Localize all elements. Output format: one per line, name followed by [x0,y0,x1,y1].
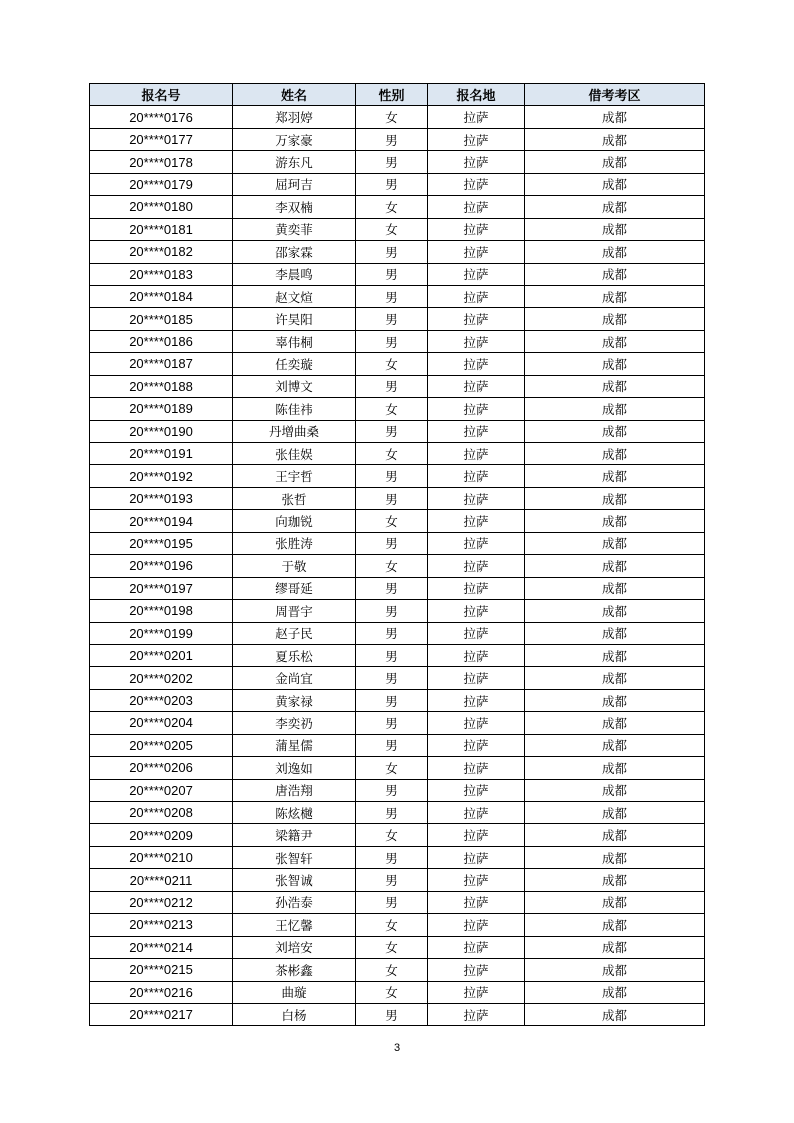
cell-name: 刘博文 [233,375,356,397]
cell-registration-location: 拉萨 [428,914,525,936]
cell-exam-area: 成都 [525,173,705,195]
cell-gender: 男 [356,465,428,487]
cell-gender: 男 [356,1003,428,1025]
cell-exam-area: 成都 [525,353,705,375]
cell-registration-location: 拉萨 [428,779,525,801]
cell-gender: 女 [356,555,428,577]
cell-gender: 男 [356,846,428,868]
cell-registration-number: 20****0194 [90,510,233,532]
cell-registration-number: 20****0187 [90,353,233,375]
table-row [90,532,705,554]
cell-registration-number: 20****0207 [90,779,233,801]
cell-registration-location: 拉萨 [428,263,525,285]
table-row [90,802,705,824]
cell-gender: 男 [356,375,428,397]
cell-registration-location: 拉萨 [428,757,525,779]
cell-gender: 女 [356,981,428,1003]
cell-gender: 男 [356,802,428,824]
cell-gender: 女 [356,196,428,218]
cell-name: 丹增曲桑 [233,420,356,442]
cell-gender: 男 [356,151,428,173]
cell-registration-number: 20****0176 [90,106,233,128]
table-row [90,869,705,891]
cell-name: 陈炫樾 [233,802,356,824]
table-row [90,353,705,375]
cell-gender: 女 [356,398,428,420]
cell-name: 向珈锐 [233,510,356,532]
cell-gender: 女 [356,510,428,532]
cell-exam-area: 成都 [525,106,705,128]
cell-registration-location: 拉萨 [428,128,525,150]
cell-registration-number: 20****0180 [90,196,233,218]
cell-registration-location: 拉萨 [428,510,525,532]
cell-registration-location: 拉萨 [428,600,525,622]
table-row [90,487,705,509]
cell-registration-location: 拉萨 [428,398,525,420]
cell-gender: 男 [356,263,428,285]
cell-exam-area: 成都 [525,1003,705,1025]
table-header [90,84,705,106]
cell-name: 张哲 [233,487,356,509]
cell-registration-number: 20****0186 [90,330,233,352]
table-row [90,734,705,756]
cell-exam-area: 成都 [525,757,705,779]
cell-exam-area: 成都 [525,532,705,554]
cell-exam-area: 成都 [525,555,705,577]
cell-registration-number: 20****0184 [90,285,233,307]
table-row [90,757,705,779]
cell-name: 辜伟桐 [233,330,356,352]
cell-registration-location: 拉萨 [428,846,525,868]
cell-exam-area: 成都 [525,487,705,509]
cell-name: 游东凡 [233,151,356,173]
cell-name: 王忆馨 [233,914,356,936]
cell-registration-number: 20****0201 [90,644,233,666]
cell-exam-area: 成都 [525,600,705,622]
cell-exam-area: 成都 [525,802,705,824]
table-row [90,712,705,734]
cell-registration-number: 20****0204 [90,712,233,734]
cell-exam-area: 成都 [525,375,705,397]
cell-name: 李奕礽 [233,712,356,734]
table-row [90,330,705,352]
cell-gender: 男 [356,285,428,307]
table-row [90,285,705,307]
cell-registration-number: 20****0188 [90,375,233,397]
cell-registration-location: 拉萨 [428,891,525,913]
cell-name: 白杨 [233,1003,356,1025]
cell-registration-number: 20****0185 [90,308,233,330]
table-row [90,128,705,150]
cell-registration-location: 拉萨 [428,577,525,599]
cell-name: 李晨鸣 [233,263,356,285]
cell-gender: 男 [356,487,428,509]
table-body [90,106,705,1026]
cell-registration-location: 拉萨 [428,1003,525,1025]
cell-registration-number: 20****0183 [90,263,233,285]
cell-exam-area: 成都 [525,936,705,958]
cell-name: 张佳娱 [233,443,356,465]
cell-registration-number: 20****0190 [90,420,233,442]
cell-name: 周晋宇 [233,600,356,622]
cell-registration-number: 20****0214 [90,936,233,958]
cell-name: 李双楠 [233,196,356,218]
cell-gender: 男 [356,622,428,644]
cell-registration-location: 拉萨 [428,555,525,577]
cell-exam-area: 成都 [525,398,705,420]
cell-name: 邵家霖 [233,241,356,263]
cell-registration-location: 拉萨 [428,667,525,689]
cell-gender: 女 [356,218,428,240]
cell-gender: 男 [356,128,428,150]
cell-exam-area: 成都 [525,151,705,173]
cell-registration-number: 20****0178 [90,151,233,173]
cell-registration-number: 20****0199 [90,622,233,644]
cell-registration-number: 20****0205 [90,734,233,756]
cell-name: 黄家禄 [233,689,356,711]
table-row [90,375,705,397]
cell-name: 陈佳祎 [233,398,356,420]
table-row [90,241,705,263]
cell-registration-number: 20****0195 [90,532,233,554]
cell-gender: 男 [356,420,428,442]
cell-registration-number: 20****0206 [90,757,233,779]
table-row [90,308,705,330]
table-row [90,981,705,1003]
table-row [90,263,705,285]
cell-registration-location: 拉萨 [428,443,525,465]
cell-registration-number: 20****0216 [90,981,233,1003]
cell-gender: 男 [356,869,428,891]
cell-exam-area: 成都 [525,959,705,981]
table-row [90,1003,705,1025]
cell-registration-number: 20****0191 [90,443,233,465]
cell-registration-number: 20****0215 [90,959,233,981]
cell-registration-location: 拉萨 [428,936,525,958]
cell-gender: 男 [356,712,428,734]
header-name: 姓名 [233,84,356,106]
table-row [90,443,705,465]
cell-registration-location: 拉萨 [428,689,525,711]
cell-name: 金尚宜 [233,667,356,689]
cell-name: 张智轩 [233,846,356,868]
cell-name: 唐浩翔 [233,779,356,801]
cell-gender: 女 [356,959,428,981]
cell-registration-number: 20****0196 [90,555,233,577]
cell-name: 刘培安 [233,936,356,958]
cell-registration-location: 拉萨 [428,644,525,666]
table-row [90,510,705,532]
cell-name: 梁籍尹 [233,824,356,846]
table-row [90,218,705,240]
cell-registration-number: 20****0202 [90,667,233,689]
cell-name: 刘逸如 [233,757,356,779]
cell-exam-area: 成都 [525,667,705,689]
cell-exam-area: 成都 [525,420,705,442]
cell-gender: 男 [356,689,428,711]
cell-name: 赵文煊 [233,285,356,307]
cell-exam-area: 成都 [525,644,705,666]
cell-gender: 女 [356,824,428,846]
table-row [90,779,705,801]
cell-gender: 女 [356,106,428,128]
cell-registration-location: 拉萨 [428,308,525,330]
cell-registration-location: 拉萨 [428,151,525,173]
cell-gender: 男 [356,330,428,352]
cell-exam-area: 成都 [525,330,705,352]
table-row [90,959,705,981]
page-number: 3 [393,1042,401,1054]
table-row [90,173,705,195]
cell-registration-location: 拉萨 [428,330,525,352]
cell-name: 万家豪 [233,128,356,150]
cell-name: 屈珂吉 [233,173,356,195]
cell-gender: 男 [356,577,428,599]
cell-registration-location: 拉萨 [428,622,525,644]
cell-registration-number: 20****0203 [90,689,233,711]
cell-name: 于敬 [233,555,356,577]
cell-registration-location: 拉萨 [428,106,525,128]
cell-registration-number: 20****0217 [90,1003,233,1025]
cell-gender: 男 [356,644,428,666]
cell-registration-number: 20****0213 [90,914,233,936]
cell-name: 孙浩泰 [233,891,356,913]
cell-registration-location: 拉萨 [428,869,525,891]
table-row [90,644,705,666]
cell-exam-area: 成都 [525,285,705,307]
cell-exam-area: 成都 [525,779,705,801]
cell-name: 茶彬鑫 [233,959,356,981]
cell-exam-area: 成都 [525,308,705,330]
cell-registration-location: 拉萨 [428,465,525,487]
cell-gender: 女 [356,757,428,779]
cell-gender: 男 [356,173,428,195]
cell-exam-area: 成都 [525,241,705,263]
cell-exam-area: 成都 [525,622,705,644]
cell-exam-area: 成都 [525,196,705,218]
cell-registration-number: 20****0198 [90,600,233,622]
cell-registration-number: 20****0193 [90,487,233,509]
header-registration-number: 报名号 [90,84,233,106]
cell-registration-number: 20****0177 [90,128,233,150]
cell-exam-area: 成都 [525,869,705,891]
cell-registration-location: 拉萨 [428,173,525,195]
cell-name: 蒲星儒 [233,734,356,756]
table-row [90,398,705,420]
table-row [90,577,705,599]
cell-exam-area: 成都 [525,712,705,734]
cell-exam-area: 成都 [525,914,705,936]
cell-gender: 男 [356,308,428,330]
cell-gender: 男 [356,600,428,622]
cell-exam-area: 成都 [525,689,705,711]
table-row [90,667,705,689]
cell-exam-area: 成都 [525,981,705,1003]
cell-registration-number: 20****0210 [90,846,233,868]
cell-registration-location: 拉萨 [428,353,525,375]
cell-exam-area: 成都 [525,734,705,756]
table-row [90,689,705,711]
table-row [90,151,705,173]
table-row [90,914,705,936]
cell-gender: 男 [356,779,428,801]
table-row [90,420,705,442]
table-row [90,465,705,487]
cell-registration-number: 20****0182 [90,241,233,263]
cell-gender: 男 [356,667,428,689]
cell-gender: 女 [356,914,428,936]
cell-exam-area: 成都 [525,577,705,599]
table-row [90,106,705,128]
cell-name: 王宇哲 [233,465,356,487]
cell-gender: 男 [356,532,428,554]
cell-registration-number: 20****0192 [90,465,233,487]
cell-registration-location: 拉萨 [428,734,525,756]
cell-exam-area: 成都 [525,846,705,868]
table-row [90,824,705,846]
cell-gender: 男 [356,734,428,756]
registration-table [89,83,705,1026]
cell-name: 郑羽婷 [233,106,356,128]
header-exam-area: 借考考区 [525,84,705,106]
cell-registration-location: 拉萨 [428,959,525,981]
cell-name: 许昊阳 [233,308,356,330]
cell-exam-area: 成都 [525,218,705,240]
cell-exam-area: 成都 [525,824,705,846]
table-row [90,555,705,577]
table-row [90,196,705,218]
cell-exam-area: 成都 [525,510,705,532]
cell-registration-location: 拉萨 [428,285,525,307]
cell-registration-location: 拉萨 [428,487,525,509]
table-row [90,891,705,913]
cell-registration-location: 拉萨 [428,375,525,397]
cell-name: 缪哥延 [233,577,356,599]
cell-gender: 女 [356,936,428,958]
cell-exam-area: 成都 [525,128,705,150]
cell-exam-area: 成都 [525,891,705,913]
cell-name: 黄奕菲 [233,218,356,240]
header-registration-location: 报名地 [428,84,525,106]
cell-registration-number: 20****0179 [90,173,233,195]
cell-name: 赵子民 [233,622,356,644]
cell-registration-location: 拉萨 [428,218,525,240]
cell-name: 任奕璇 [233,353,356,375]
cell-registration-number: 20****0212 [90,891,233,913]
cell-registration-number: 20****0209 [90,824,233,846]
header-row [90,84,705,106]
cell-registration-number: 20****0208 [90,802,233,824]
cell-registration-number: 20****0181 [90,218,233,240]
cell-gender: 女 [356,443,428,465]
cell-gender: 男 [356,241,428,263]
cell-gender: 男 [356,891,428,913]
header-gender: 性别 [356,84,428,106]
cell-registration-number: 20****0211 [90,869,233,891]
cell-registration-number: 20****0189 [90,398,233,420]
cell-exam-area: 成都 [525,465,705,487]
cell-registration-location: 拉萨 [428,981,525,1003]
cell-registration-number: 20****0197 [90,577,233,599]
table-row [90,622,705,644]
cell-name: 张胜涛 [233,532,356,554]
cell-registration-location: 拉萨 [428,420,525,442]
cell-exam-area: 成都 [525,443,705,465]
cell-name: 曲璇 [233,981,356,1003]
cell-registration-location: 拉萨 [428,712,525,734]
table-row [90,936,705,958]
cell-name: 张智诚 [233,869,356,891]
cell-registration-location: 拉萨 [428,532,525,554]
table-row [90,600,705,622]
table-row [90,846,705,868]
cell-name: 夏乐松 [233,644,356,666]
cell-registration-location: 拉萨 [428,241,525,263]
cell-registration-location: 拉萨 [428,824,525,846]
cell-gender: 女 [356,353,428,375]
cell-registration-location: 拉萨 [428,802,525,824]
cell-registration-location: 拉萨 [428,196,525,218]
cell-exam-area: 成都 [525,263,705,285]
